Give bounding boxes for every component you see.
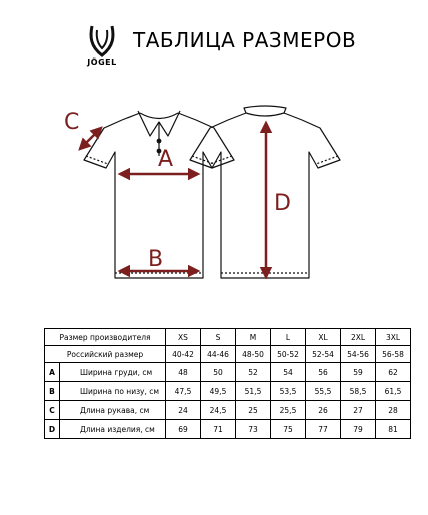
table-row [45, 401, 411, 420]
value-cell: 48 [166, 363, 201, 382]
value-cell: 55,5 [306, 382, 341, 401]
size-table [44, 328, 411, 439]
ru-size-cell: 44-46 [201, 346, 236, 363]
value-cell: 56 [306, 363, 341, 382]
page-title: ТАБЛИЦА РАЗМЕРОВ [133, 28, 357, 52]
size-cell: XL [306, 329, 341, 346]
row-name-cell: Длина рукава, см [60, 401, 166, 420]
ru-label-cell: Российский размер [45, 346, 166, 363]
row-letter-cell: B [45, 382, 60, 401]
label-b: B [148, 247, 164, 272]
row-name-cell: Длина изделия, см [60, 420, 166, 439]
table-row [45, 363, 411, 382]
row-name-cell: Ширина по низу, см [60, 382, 166, 401]
value-cell: 62 [376, 363, 411, 382]
value-cell: 54 [271, 363, 306, 382]
row-letter-cell: C [45, 401, 60, 420]
table-header-row [45, 329, 411, 346]
value-cell: 24,5 [201, 401, 236, 420]
ru-size-cell: 50-52 [271, 346, 306, 363]
value-cell: 53,5 [271, 382, 306, 401]
value-cell: 71 [201, 420, 236, 439]
value-cell: 75 [271, 420, 306, 439]
value-cell: 77 [306, 420, 341, 439]
value-cell: 24 [166, 401, 201, 420]
label-a: A [158, 147, 174, 172]
value-cell: 59 [341, 363, 376, 382]
size-cell: XS [166, 329, 201, 346]
ru-size-cell: 48-50 [236, 346, 271, 363]
value-cell: 47,5 [166, 382, 201, 401]
size-cell: L [271, 329, 306, 346]
table-row [45, 420, 411, 439]
value-cell: 73 [236, 420, 271, 439]
value-cell: 27 [341, 401, 376, 420]
value-cell: 49,5 [201, 382, 236, 401]
ru-size-cell: 40-42 [166, 346, 201, 363]
ru-size-cell: 54-56 [341, 346, 376, 363]
label-d: D [274, 191, 291, 216]
value-cell: 79 [341, 420, 376, 439]
size-cell: 2XL [341, 329, 376, 346]
value-cell: 81 [376, 420, 411, 439]
value-cell: 61,5 [376, 382, 411, 401]
row-letter-cell: D [45, 420, 60, 439]
value-cell: 25 [236, 401, 271, 420]
size-cell: M [236, 329, 271, 346]
value-cell: 69 [166, 420, 201, 439]
table-ru-row [45, 346, 411, 363]
value-cell: 52 [236, 363, 271, 382]
header-label-cell: Размер производителя [45, 329, 166, 346]
value-cell: 25,5 [271, 401, 306, 420]
value-cell: 50 [201, 363, 236, 382]
size-cell: S [201, 329, 236, 346]
value-cell: 58,5 [341, 382, 376, 401]
table-row [45, 382, 411, 401]
row-letter-cell: A [45, 363, 60, 382]
brand-name: JÖGEL [87, 58, 117, 67]
ru-size-cell: 56-58 [376, 346, 411, 363]
size-cell: 3XL [376, 329, 411, 346]
row-name-cell: Ширина груди, см [60, 363, 166, 382]
value-cell: 51,5 [236, 382, 271, 401]
label-c: C [64, 110, 80, 135]
ru-size-cell: 52-54 [306, 346, 341, 363]
value-cell: 26 [306, 401, 341, 420]
value-cell: 28 [376, 401, 411, 420]
